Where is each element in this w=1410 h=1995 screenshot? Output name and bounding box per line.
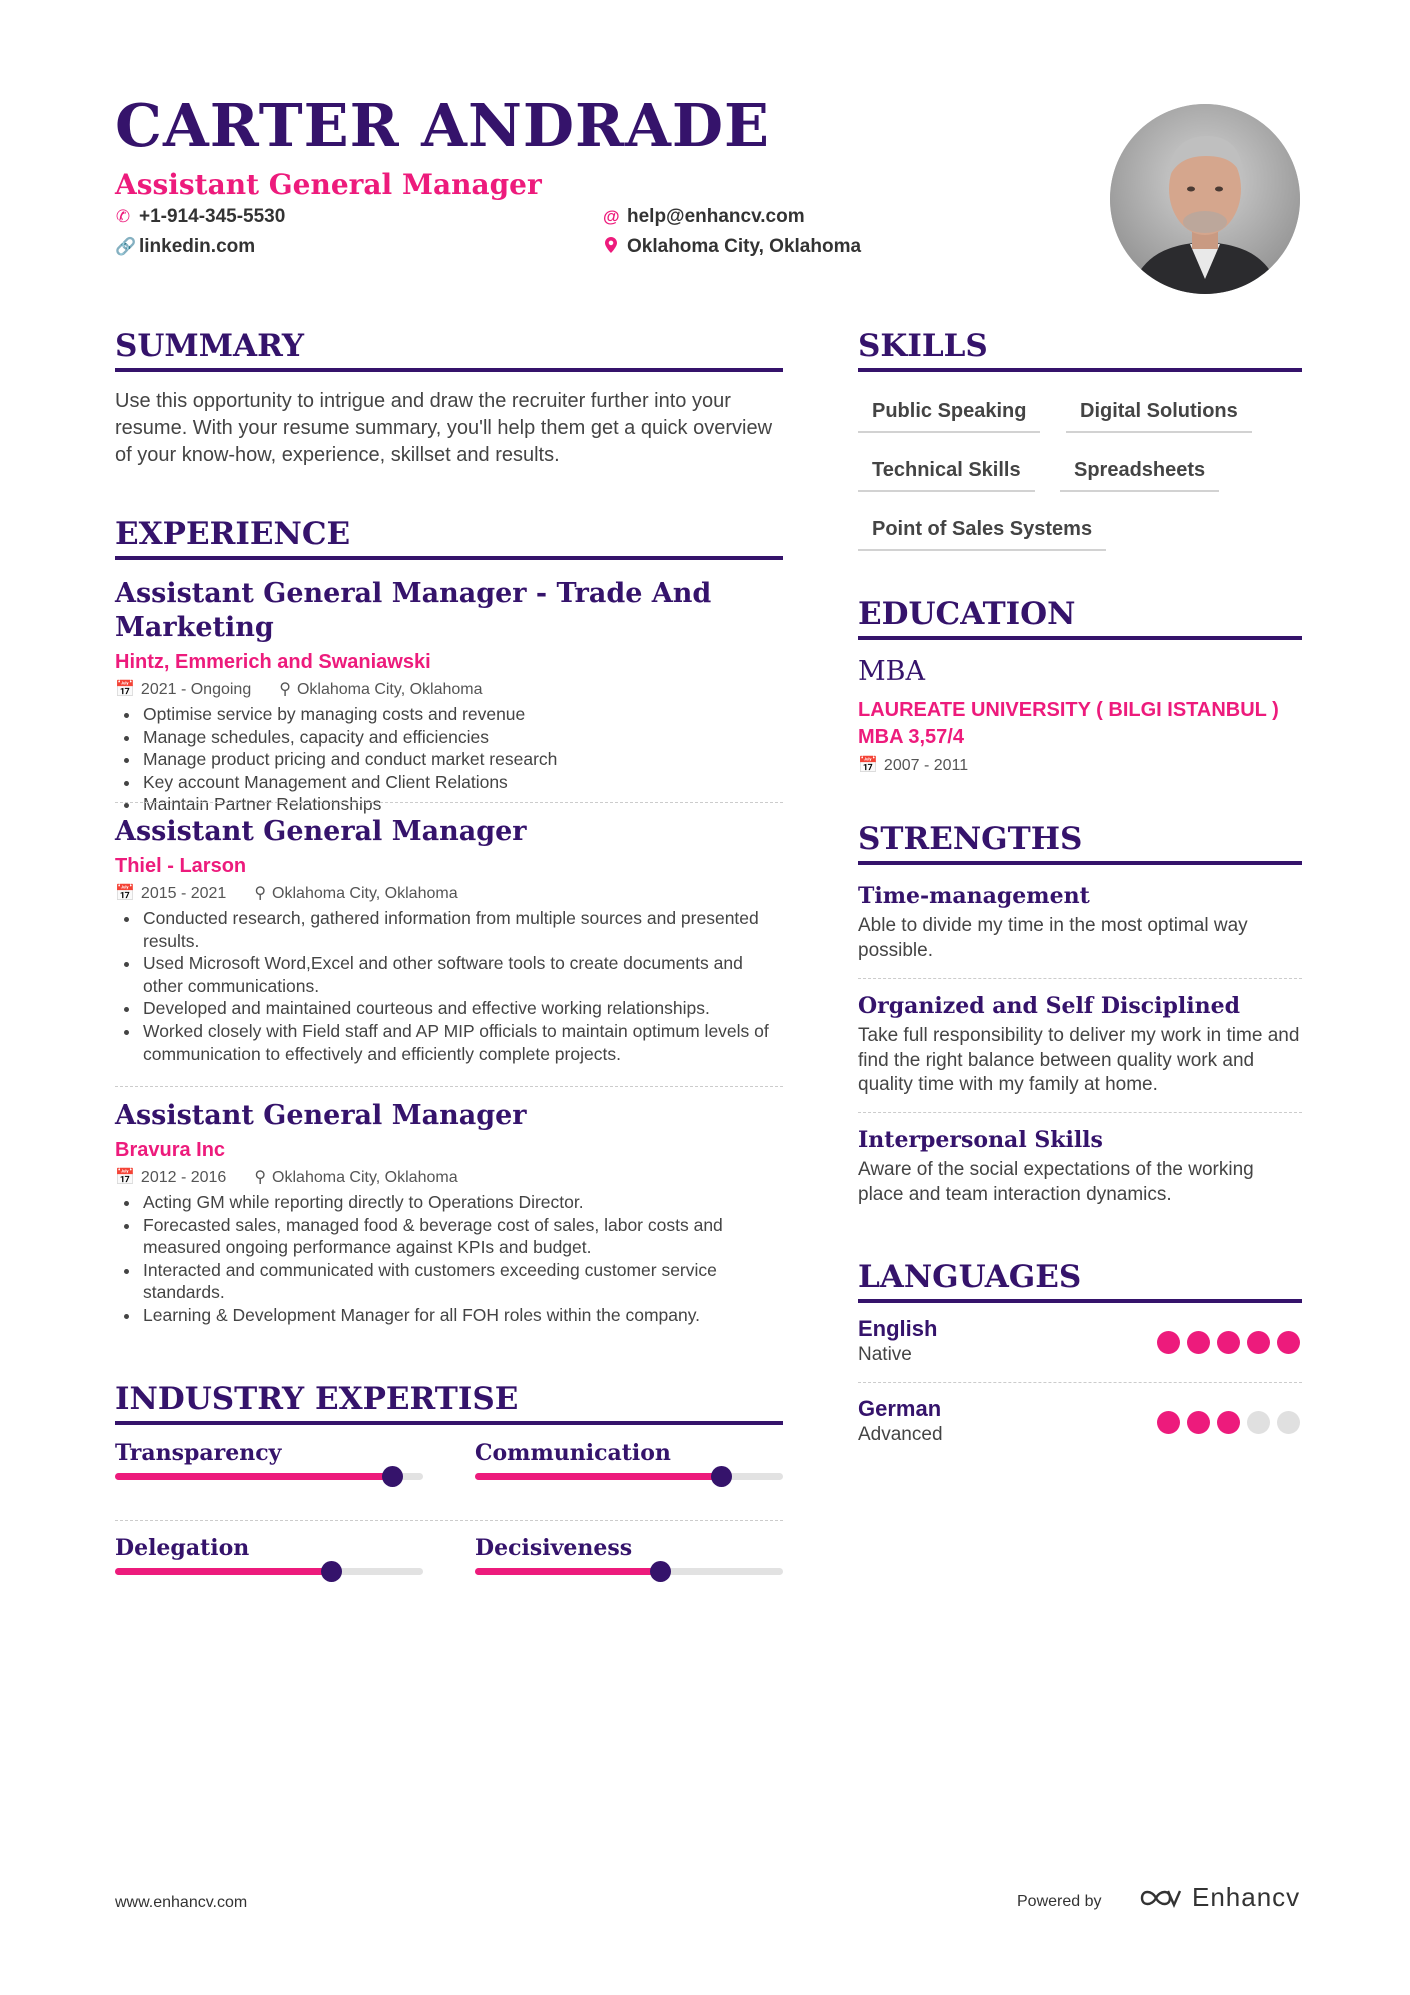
job-bullet: • Developed and maintained courteous and effective working relationships. [141,997,783,1020]
footer-brand-name: Enhancv [1192,1882,1301,1912]
expertise-bar [475,1568,783,1575]
calendar-icon: 📅 [858,757,878,774]
language-dots [1157,1411,1300,1434]
divider [858,1112,1302,1113]
education-school: LAUREATE UNIVERSITY ( BILGI ISTANBUL ) MBA 3,57/4 [858,699,1279,748]
expertise-bar-knob [382,1466,403,1487]
expertise-bar [475,1473,783,1480]
footer-brand[interactable] [1138,1882,1300,1913]
job-entry [115,815,783,1065]
enhancv-logo-icon [1138,1886,1184,1910]
level-dot [1187,1411,1210,1434]
job-bullet: • Learning & Development Manager for all FOH roles within the company. [141,1304,783,1327]
strength-desc: Take full responsibility to deliver my work in time and find the right balance between quality work and quality time with my family at home. [858,1025,1300,1095]
map-pin-icon: ⚲ [279,681,291,698]
expertise-item [115,1440,423,1466]
location-text: Oklahoma City, Oklahoma [627,236,862,257]
language-item [858,1396,1302,1456]
job-meta [115,1167,783,1187]
candidate-title: Assistant General Manager [115,168,542,201]
level-dot [1277,1411,1300,1434]
divider [115,1086,783,1087]
language-level: Native [858,1344,912,1365]
expertise-label: Decisiveness [475,1535,633,1561]
language-dots [1157,1331,1300,1354]
expertise-bar-knob [711,1466,732,1487]
divider [858,978,1302,979]
expertise-label: Communication [475,1440,671,1466]
job-title: Assistant General Manager [115,816,527,847]
job-company: Hintz, Emmerich and Swaniawski [115,651,431,673]
level-dot [1187,1331,1210,1354]
expertise-bar-knob [650,1561,671,1582]
summary-heading: SUMMARY [115,328,783,372]
job-entry [115,577,783,816]
skills-heading: SKILLS [858,328,1302,372]
skill-tag: Technical Skills [858,459,1035,492]
level-dot [1157,1411,1180,1434]
at-icon: @ [603,207,620,226]
strength-desc: Able to divide my time in the most optimal way possible. [858,915,1248,961]
level-dot [1247,1331,1270,1354]
experience-heading: EXPERIENCE [115,516,783,560]
contact-linkedin [115,236,255,258]
level-dot [1247,1411,1270,1434]
language-item [858,1316,1302,1376]
strength-item [858,993,1302,1098]
expertise-item [115,1535,423,1561]
linkedin-text[interactable]: linkedin.com [139,236,256,257]
level-dot [1157,1331,1180,1354]
profile-photo [1110,104,1300,294]
level-dot [1277,1331,1300,1354]
contact-phone [115,206,285,228]
job-bullet: • Forecasted sales, managed food & beverage cost of sales, labor costs and measured ongoing performance against KPIs and budget. [141,1214,783,1259]
contact-email [603,206,805,228]
email-text[interactable]: help@enhancv.com [627,206,805,227]
job-bullets [115,907,783,1065]
footer-powered-by: Powered by [1017,1893,1102,1910]
job-bullet: • Used Microsoft Word,Excel and other software tools to create documents and other communications. [141,952,783,997]
expertise-item [475,1440,783,1466]
strength-title: Time-management [858,883,1090,909]
calendar-icon: 📅 [115,681,135,698]
job-dates: 2015 - 2021 [140,885,227,902]
calendar-icon: 📅 [115,1169,135,1186]
expertise-bar-fill [115,1473,392,1480]
education-dates-row [858,755,968,775]
job-bullet: • Manage product pricing and conduct market research [141,748,783,771]
job-location: Oklahoma City, Oklahoma [272,885,458,902]
job-bullet: • Interacted and communicated with customers exceeding customer service standards. [141,1259,783,1304]
job-company: Bravura Inc [115,1139,226,1161]
job-bullets [115,703,783,816]
strengths-heading: STRENGTHS [858,821,1302,865]
map-pin-icon [603,237,619,258]
job-dates: 2012 - 2016 [140,1169,227,1186]
strength-item [858,883,1302,963]
job-bullet: • Conducted research, gathered information from multiple sources and presented results. [141,907,783,952]
level-dot [1217,1331,1240,1354]
candidate-name: CARTER ANDRADE [115,91,770,160]
phone-icon: ✆ [115,207,131,226]
skill-tag: Spreadsheets [1060,459,1219,492]
expertise-bar-fill [115,1568,331,1575]
divider [115,802,783,803]
skill-tag: Point of Sales Systems [858,518,1106,551]
job-meta [115,883,783,903]
job-company: Thiel - Larson [115,855,247,877]
job-bullets [115,1191,783,1327]
phone-text: +1-914-345-5530 [139,206,286,227]
divider [858,1382,1302,1383]
expertise-bar-fill [475,1473,721,1480]
education-dates: 2007 - 2011 [883,757,969,774]
footer-url[interactable]: www.enhancv.com [115,1894,248,1911]
education-degree: MBA [858,656,925,687]
expertise-bar [115,1568,423,1575]
language-name: German [858,1396,942,1421]
strength-desc: Aware of the social expectations of the working place and team interaction dynamics. [858,1159,1254,1205]
expertise-bar-knob [321,1561,342,1582]
level-dot [1217,1411,1240,1434]
job-location: Oklahoma City, Oklahoma [296,681,483,698]
job-bullet: • Acting GM while reporting directly to Operations Director. [141,1191,783,1214]
calendar-icon: 📅 [115,885,135,902]
strength-title: Interpersonal Skills [858,1127,1103,1153]
job-bullet: • Maintain Partner Relationships [141,793,783,816]
strength-title: Organized and Self Disciplined [858,993,1240,1019]
education-heading: EDUCATION [858,596,1302,640]
job-dates: 2021 - Ongoing [140,681,252,698]
job-location: Oklahoma City, Oklahoma [272,1169,458,1186]
language-level: Advanced [858,1424,943,1445]
job-meta [115,679,783,699]
skill-tag: Public Speaking [858,400,1040,433]
contact-location [603,236,861,258]
divider [115,1520,783,1521]
job-bullet: • Worked closely with Field staff and AP MIP officials to maintain optimum levels of communication to effectively and efficiently complete projects. [141,1020,783,1065]
map-pin-icon: ⚲ [254,1169,267,1186]
map-pin-icon: ⚲ [254,885,267,902]
expertise-label: Delegation [115,1535,250,1561]
skill-tag: Digital Solutions [1066,400,1252,433]
expertise-bar-fill [475,1568,660,1575]
job-title: Assistant General Manager - Trade And Marketing [115,578,712,643]
job-bullet: • Manage schedules, capacity and efficiencies [141,726,783,749]
strength-item [858,1127,1302,1207]
languages-heading: LANGUAGES [858,1259,1302,1303]
link-icon: 🔗 [115,237,137,256]
job-entry [115,1099,783,1327]
language-name: English [858,1316,938,1341]
expertise-heading: INDUSTRY EXPERTISE [115,1381,783,1425]
summary-text: Use this opportunity to intrigue and draw the recruiter further into your resume. With your resume summary, you'll help them get a quick overview of your know-how, experience, skillset and results. [115,390,773,466]
expertise-item [475,1535,783,1561]
expertise-bar [115,1473,423,1480]
expertise-label: Transparency [115,1440,282,1466]
job-bullet: • Optimise service by managing costs and revenue [141,703,783,726]
job-bullet: • Key account Management and Client Relations [141,771,783,794]
job-title: Assistant General Manager [115,1100,527,1131]
